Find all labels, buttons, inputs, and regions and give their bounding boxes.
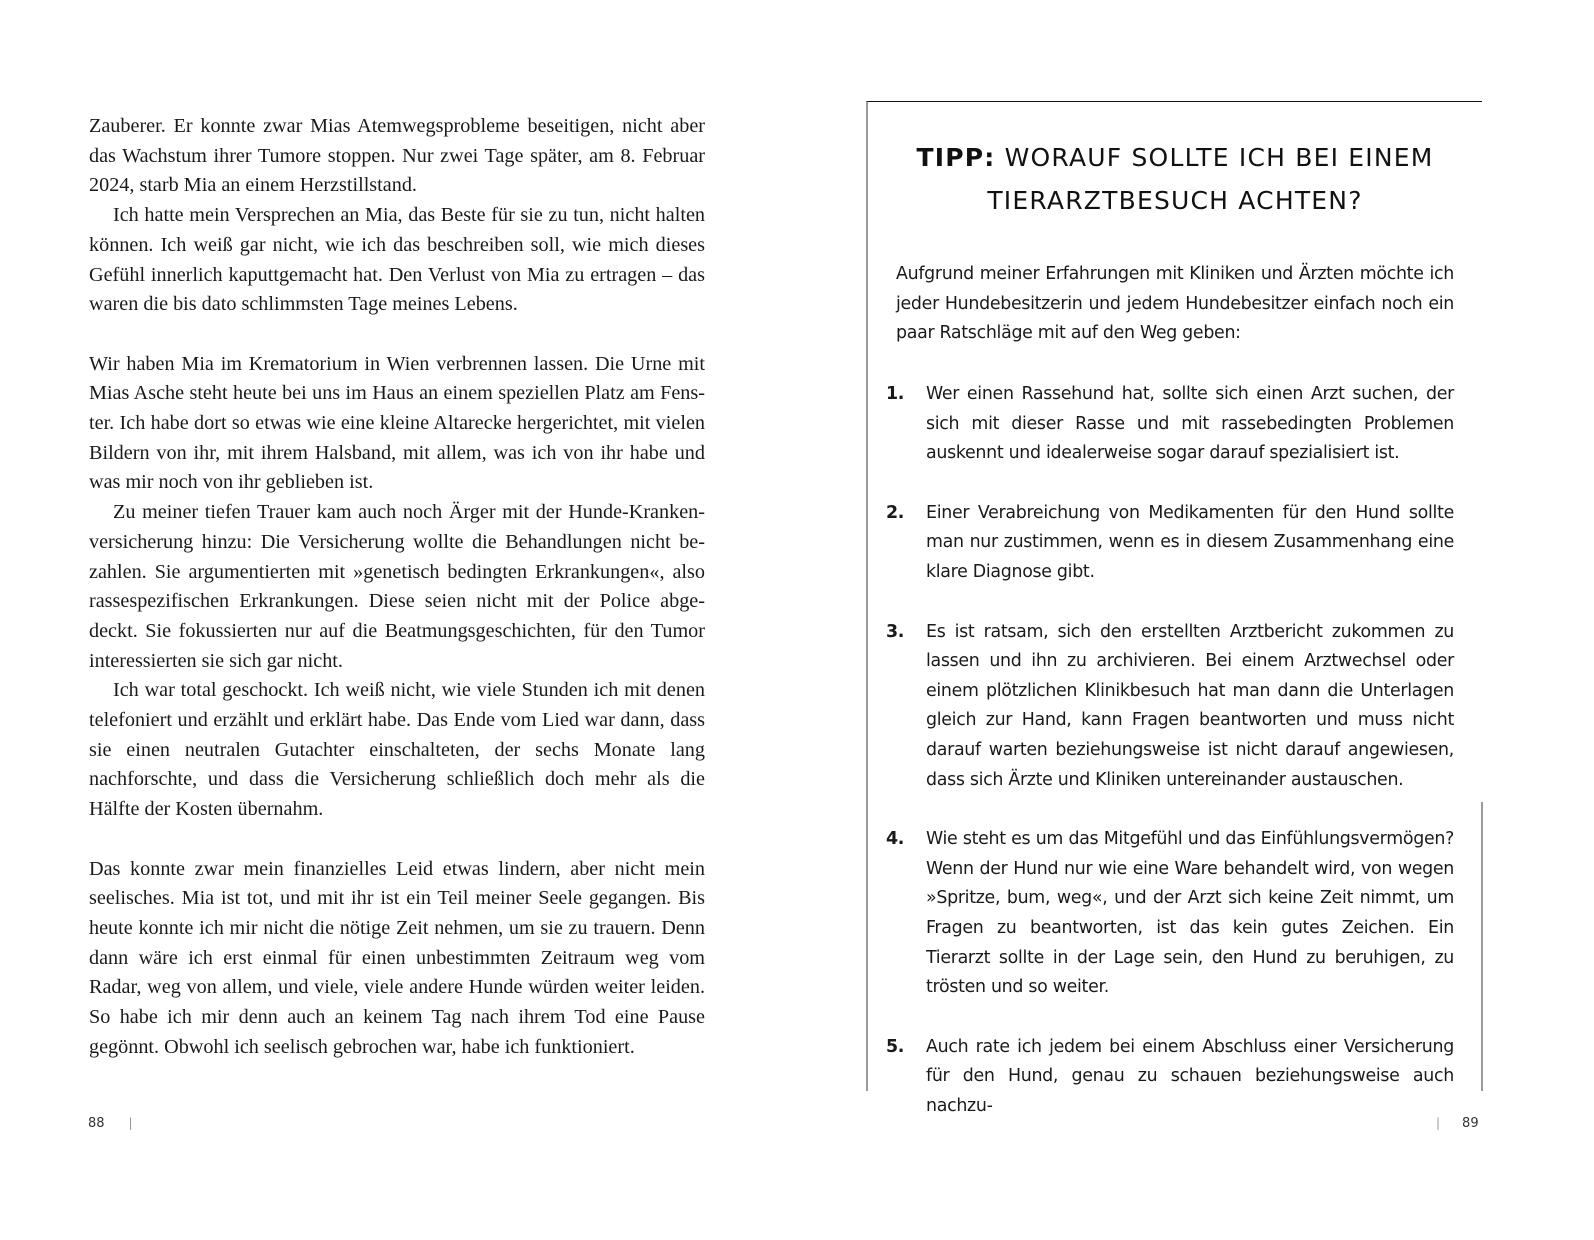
tip-title-line1: WORAUF SOLLTE ICH BEI EINEM [1004, 143, 1434, 172]
page-number-right [1436, 1116, 1479, 1131]
item-text: Einer Verabreichung von Medikamenten für den Hund sollte man nur zustimmen, wenn es in diesem Zusammenhang eine klare Diagnose gibt. [926, 502, 1454, 582]
tip-list-item [886, 499, 1454, 588]
item-number: 2. [886, 502, 905, 523]
tip-list-item [886, 618, 1454, 796]
paragraph: Zauberer. Er konnte zwar Mias Atemwegsprobleme beseitigen, nicht aber das Wachstum ihrer Tumore stoppen. Nur zwei Tage später, am 8. Februar 2024, starb Mia an einem Herzstillstand. [89, 115, 705, 197]
page-number-left [88, 1116, 133, 1131]
tip-box-right-border [1481, 802, 1484, 1091]
item-number: 5. [886, 1036, 905, 1057]
tip-list-item [886, 1033, 1454, 1122]
tip-intro: Aufgrund meiner Erfahrungen mit Kliniken und Ärzten möchte ich jeder Hundebesitzerin und jedem Hundebesitzer einfach noch ein paar Ratschläge mit auf den Weg geben: [896, 264, 1454, 344]
paragraph: Ich war total geschockt. Ich weiß nicht, wie viele Stunden ich mit denen telefoniert und erzählt und erklärt habe. Das Ende vom Lied war dann, dass sie einen neutralen Gutachter einschalteten, der sechs Monate lang nachforschte, und dass die Versicherung schließlich doch mehr als die Hälfte der Kosten übernahm. [89, 679, 705, 821]
tip-title-line2: TIERARZTBESUCH ACHTEN? [987, 186, 1363, 215]
item-text: Wie steht es um das Mitgefühl und das Einfühlungsvermögen? Wenn der Hund nur wie eine Ware behandelt wird, von wegen »Spritze, bum, weg«, und der Arzt sich keine Zeit nimmt, um Fragen zu beantworten, ist das kein gutes Zeichen. Ein Tierarzt sollte in der Lage sein, den Hund zu beruhigen, zu trösten und so weiter. [926, 829, 1454, 998]
page-number: 88 [88, 1116, 105, 1131]
folio-divider: | [1436, 1116, 1441, 1130]
tip-box [866, 101, 1482, 1116]
item-text: Wer einen Rassehund hat, sollte sich einen Arzt suchen, der sich mit dieser Rasse und mit rassebedingten Problemen auskennt und idealerweise sogar darauf spezialisiert ist. [926, 384, 1454, 464]
item-number: 1. [886, 384, 905, 404]
tip-list-item [886, 380, 1454, 469]
item-number: 3. [886, 621, 905, 642]
paragraph: Zu meiner tiefen Trauer kam auch noch Ärger mit der Hunde-Krankenversicherung hinzu: Die Versicherung wollte die Behandlungen nicht bezahlen. Sie argumentierten mit »genetisch bedingten Erkrankungen«, also rassespezifischen Erkrankungen. Diese seien nicht mit der Police abgedeckt. Sie fokussierten nur auf die Beatmungsgeschichten, für den Tumor interessierten sie sich gar nicht. [89, 501, 705, 672]
left-page-body [89, 112, 705, 1062]
item-text: Auch rate ich jedem bei einem Abschluss einer Versicherung für den Hund, genau zu schauen beziehungsweise auch nachzu- [926, 1036, 1454, 1116]
paragraph: Wir haben Mia im Krematorium in Wien verbrennen lassen. Die Urne mit Mias Asche steht heute bei uns im Haus an einem speziellen Platz am Fenster. Ich habe dort so etwas wie eine kleine Altarecke hergerichtet, mit vielen Bildern von ihr, mit ihrem Halsband, mit allem, was ich von ihr habe und was mir noch von ihr geblieben ist. [89, 352, 705, 494]
tip-list [886, 380, 1454, 1151]
item-number: 4. [886, 829, 905, 850]
paragraph: Das konnte zwar mein finanzielles Leid etwas lindern, aber nicht mein seelisches. Mia ist tot, und mit ihr ist ein Teil meiner Seele gegangen. Bis heute konnte ich mir nicht die nötige Zeit nehmen, um sie zu trauern. Denn dann wäre ich erst einmal für einen unbestimmten Zeitraum weg vom Radar, weg von allem, und viele, viele andere Hunde würden weiter leiden. So habe ich mir denn auch an keinem Tag nach ihrem Tod eine Pause gegönnt. Obwohl ich seelisch gebrochen war, habe ich funktioniert. [89, 857, 705, 1058]
tip-list-item [886, 825, 1454, 1003]
tip-label: TIPP: [916, 143, 996, 172]
item-text: Es ist ratsam, sich den erstellten Arztbericht zukommen zu lassen und ihn zu archivieren. Bei einem Arztwechsel oder einem plötzlichen Klinikbesuch hat man dann die Unterlagen gleich zur Hand, kann Fragen beantworten und muss nicht darauf warten beziehungsweise ist nicht darauf angewiesen, dass sich Ärzte und Kliniken untereinander austauschen. [926, 621, 1454, 790]
page-number: 89 [1462, 1116, 1479, 1131]
paragraph: Ich hatte mein Versprechen an Mia, das Beste für sie zu tun, nicht halten können. Ich weiß gar nicht, wie ich das beschreiben soll, wie mich dieses Gefühl innerlich kaputtgemacht hat. Den Verlust von Mia zu ertragen – das waren die bis dato schlimmsten Tage meines Lebens. [89, 204, 705, 316]
folio-divider: | [128, 1116, 133, 1130]
tip-title [868, 136, 1482, 222]
